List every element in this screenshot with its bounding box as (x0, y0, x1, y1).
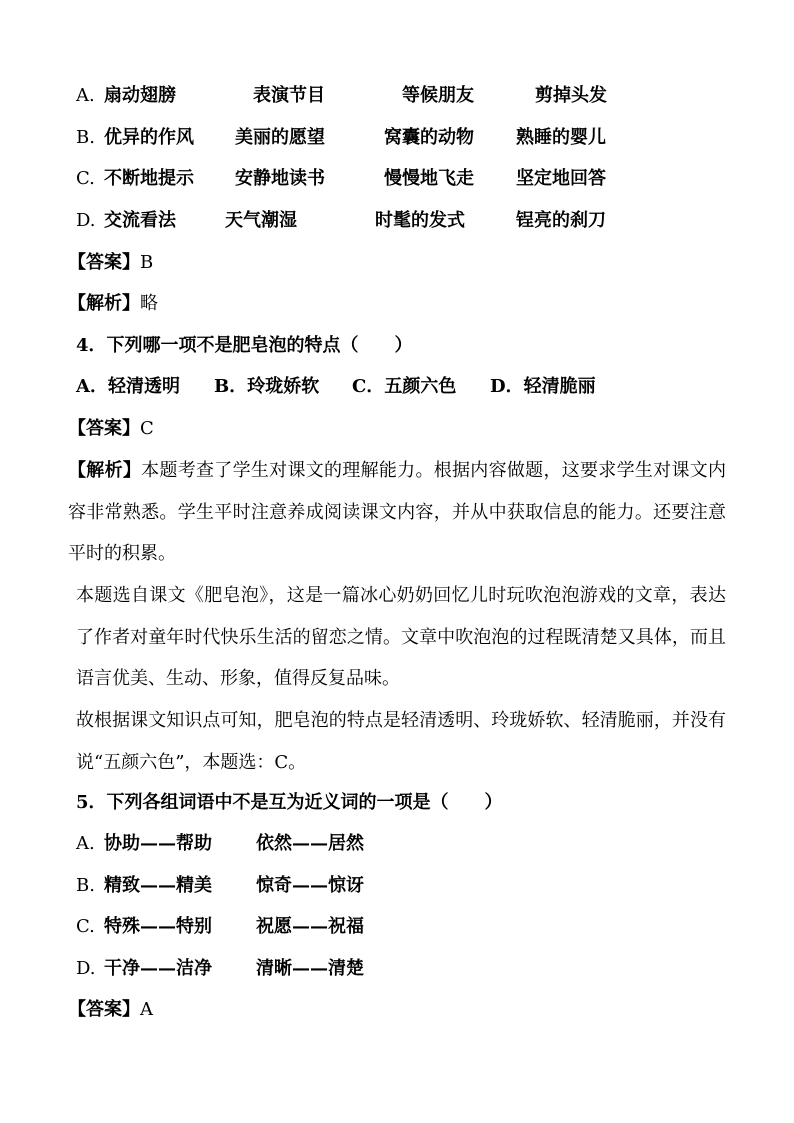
q4-options (76, 375, 776, 399)
option-item: 祝愿——祝福 (256, 916, 364, 937)
option-item: 依然——居然 (256, 833, 364, 854)
answer-value: B (140, 252, 154, 273)
answer-label: 【答案】 (68, 999, 140, 1020)
q5-option-row-b (76, 874, 776, 898)
option-item: 干净——洁净 (104, 958, 212, 979)
option-letter: C. (76, 916, 95, 937)
option-letter: B. (76, 127, 95, 148)
q5-option-row-d (76, 957, 776, 981)
option-letter: C. (76, 168, 95, 189)
option-item: 表演节目 (253, 85, 325, 106)
q4-analysis-p3: 故根据课文知识点可知，肥皂泡的特点是轻清透明、玲珑娇软、轻清脆丽，并没有说“五颜六色”，本题选：C。 (76, 710, 726, 773)
option-item: 美丽的愿望 (235, 127, 325, 148)
q3-analysis (68, 292, 158, 316)
option-item: 天气潮湿 (225, 210, 297, 231)
option-item: 窝囊的动物 (384, 127, 474, 148)
option-item: 慢慢地飞走 (384, 168, 474, 189)
option-item: 锃亮的刹刀 (516, 210, 606, 231)
answer-value: A (140, 999, 153, 1020)
option-letter: A. (76, 85, 95, 106)
option-item: 安静地读书 (235, 168, 325, 189)
option-item: 时髦的发式 (375, 210, 465, 231)
option-item: 熟睡的婴儿 (516, 127, 606, 148)
option-item: C．五颜六色 (352, 376, 457, 397)
q4-question: 4．下列哪一项不是肥皂泡的特点（ ） (76, 335, 413, 356)
analysis-text: 本题考查了学生对课文的理解能力。根据内容做题，这要求学生对课文内容非常熟悉。学生平时注意养成阅读课文内容，并从中获取信息的能力。还要注意平时的积累。 (68, 460, 727, 564)
option-letter: B. (76, 875, 95, 896)
answer-label: 【答案】 (68, 252, 140, 273)
option-letter: D. (76, 210, 96, 231)
option-item: 剪掉头发 (535, 85, 607, 106)
q3-option-row-c (76, 167, 776, 191)
analysis-text: 略 (140, 293, 158, 314)
option-item: 等候朋友 (402, 85, 474, 106)
option-item: B．玲珑娇软 (214, 376, 320, 397)
option-item: 不断地提示 (104, 168, 194, 189)
answer-label: 【答案】 (68, 418, 140, 439)
q4-analysis-p2: 本题选自课文《肥皂泡》，这是一篇冰心奶奶回忆儿时玩吹泡泡游戏的文章，表达了作者对童年时代快乐生活的留恋之情。文章中吹泡泡的过程既清楚又具体，而且语言优美、生动、形象，值得反复品味。 (76, 585, 726, 689)
analysis-label: 【解析】 (68, 460, 142, 481)
q5-question: 5．下列各组词语中不是互为近义词的一项是（ ） (76, 792, 503, 813)
option-item: 协助——帮助 (104, 833, 212, 854)
option-item: 交流看法 (104, 210, 176, 231)
q4-analysis-p1 (68, 450, 726, 575)
analysis-label: 【解析】 (68, 293, 140, 314)
option-item: A．轻清透明 (76, 376, 180, 397)
q3-option-row-b (76, 126, 776, 150)
q5-option-row-a (76, 832, 776, 856)
q5-option-row-c (76, 915, 776, 939)
option-item: 特殊——特别 (104, 916, 212, 937)
q3-answer (68, 251, 153, 275)
answer-value: C (140, 418, 154, 439)
option-item: 惊奇——惊讶 (256, 875, 364, 896)
option-item: 精致——精美 (104, 875, 212, 896)
option-item: 扇动翅膀 (104, 85, 176, 106)
q5-answer (68, 998, 153, 1022)
q3-option-row-d (76, 209, 776, 233)
q3-option-row-a (76, 84, 776, 108)
option-letter: A. (76, 833, 95, 854)
q4-answer (68, 417, 154, 441)
option-item: 优异的作风 (104, 127, 194, 148)
option-item: 清晰——清楚 (256, 958, 364, 979)
option-item: 坚定地回答 (516, 168, 606, 189)
option-item: D．轻清脆丽 (490, 376, 596, 397)
option-letter: D. (76, 958, 96, 979)
